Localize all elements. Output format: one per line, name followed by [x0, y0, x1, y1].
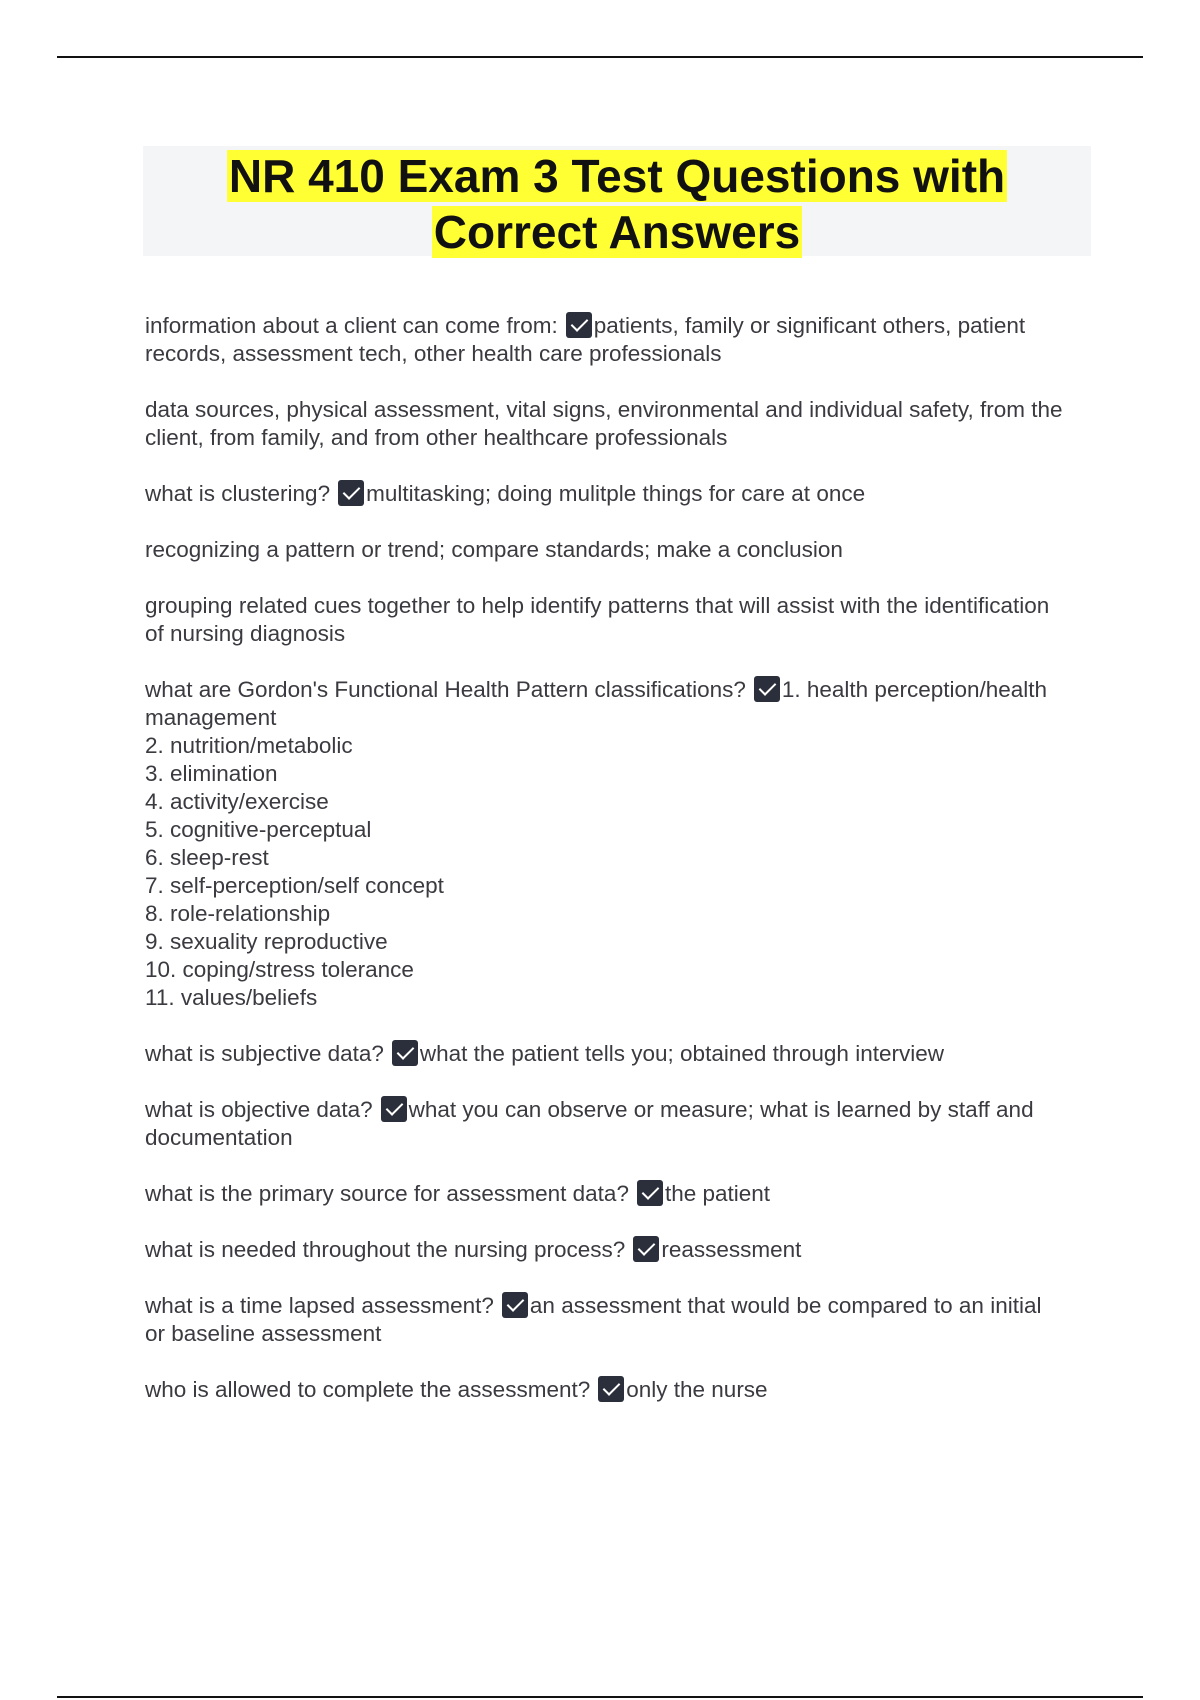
qa-item [145, 1376, 1065, 1404]
qa-item [145, 1096, 1065, 1152]
qa-item [145, 1236, 1065, 1264]
answer-text: an assessment that would be compared to an initial or baseline assessment [145, 1293, 1042, 1346]
list-item: 2. nutrition/metabolic [145, 733, 353, 758]
question-text: what is clustering? [145, 481, 331, 506]
question-text: what are Gordon's Functional Health Pattern classifications? [145, 677, 746, 702]
checkmark-icon [392, 1040, 418, 1066]
checkmark-icon [502, 1292, 528, 1318]
answer-text: grouping related cues together to help identify patterns that will assist with the identification of nursing diagnosis [145, 593, 1050, 646]
qa-item-gordon [145, 676, 1065, 1012]
checkmark-icon [754, 676, 780, 702]
answer-text: only the nurse [626, 1377, 768, 1402]
list-item: 10. coping/stress tolerance [145, 957, 414, 982]
answer-text: what the patient tells you; obtained through interview [419, 1041, 944, 1066]
checkmark-icon [633, 1236, 659, 1262]
checkmark-icon [598, 1376, 624, 1402]
title-line-2: Correct Answers [433, 206, 801, 258]
top-rule [57, 56, 1143, 58]
bottom-rule [57, 1696, 1143, 1698]
question-text: what is the primary source for assessment data? [145, 1181, 629, 1206]
qa-item [145, 1292, 1065, 1348]
list-item: 3. elimination [145, 761, 278, 786]
qa-item [145, 1040, 1065, 1068]
question-text: information about a client can come from: [145, 313, 558, 338]
qa-item [145, 312, 1065, 368]
page-title [143, 146, 1091, 260]
question-text: who is allowed to complete the assessment? [145, 1377, 591, 1402]
answer-text: multitasking; doing mulitple things for care at once [366, 481, 866, 506]
checkmark-icon [566, 312, 592, 338]
question-text: what is a time lapsed assessment? [145, 1293, 494, 1318]
list-item: 9. sexuality reproductive [145, 929, 388, 954]
list-item: 8. role-relationship [145, 901, 331, 926]
answer-text: data sources, physical assessment, vital signs, environmental and individual safety, from the client, from family, and from other healthcare professionals [145, 397, 1063, 450]
qa-item [145, 536, 1065, 564]
question-text: what is needed throughout the nursing process? [145, 1237, 626, 1262]
answer-text: recognizing a pattern or trend; compare standards; make a conclusion [145, 537, 843, 562]
list-item: 11. values/beliefs [145, 985, 318, 1010]
checkmark-icon [637, 1180, 663, 1206]
qa-item [145, 592, 1065, 648]
list-item: 5. cognitive-perceptual [145, 817, 372, 842]
title-box [143, 146, 1091, 256]
qa-item [145, 396, 1065, 452]
checkmark-icon [338, 480, 364, 506]
qa-item [145, 1180, 1065, 1208]
title-line-1: NR 410 Exam 3 Test Questions with [228, 150, 1006, 202]
qa-item [145, 480, 1065, 508]
checkmark-icon [381, 1096, 407, 1122]
list-item: 6. sleep-rest [145, 845, 269, 870]
answer-text: what you can observe or measure; what is learned by staff and documentation [145, 1097, 1034, 1150]
answer-text: 1. health perception/health management [145, 677, 1048, 730]
question-text: what is subjective data? [145, 1041, 384, 1066]
answer-text: reassessment [661, 1237, 802, 1262]
question-text: what is objective data? [145, 1097, 373, 1122]
list-item: 7. self-perception/self concept [145, 873, 444, 898]
qa-content [145, 312, 1065, 1432]
list-item: 4. activity/exercise [145, 789, 329, 814]
answer-text: the patient [664, 1181, 771, 1206]
answer-text: patients, family or significant others, patient records, assessment tech, other health care professionals [145, 313, 1026, 366]
